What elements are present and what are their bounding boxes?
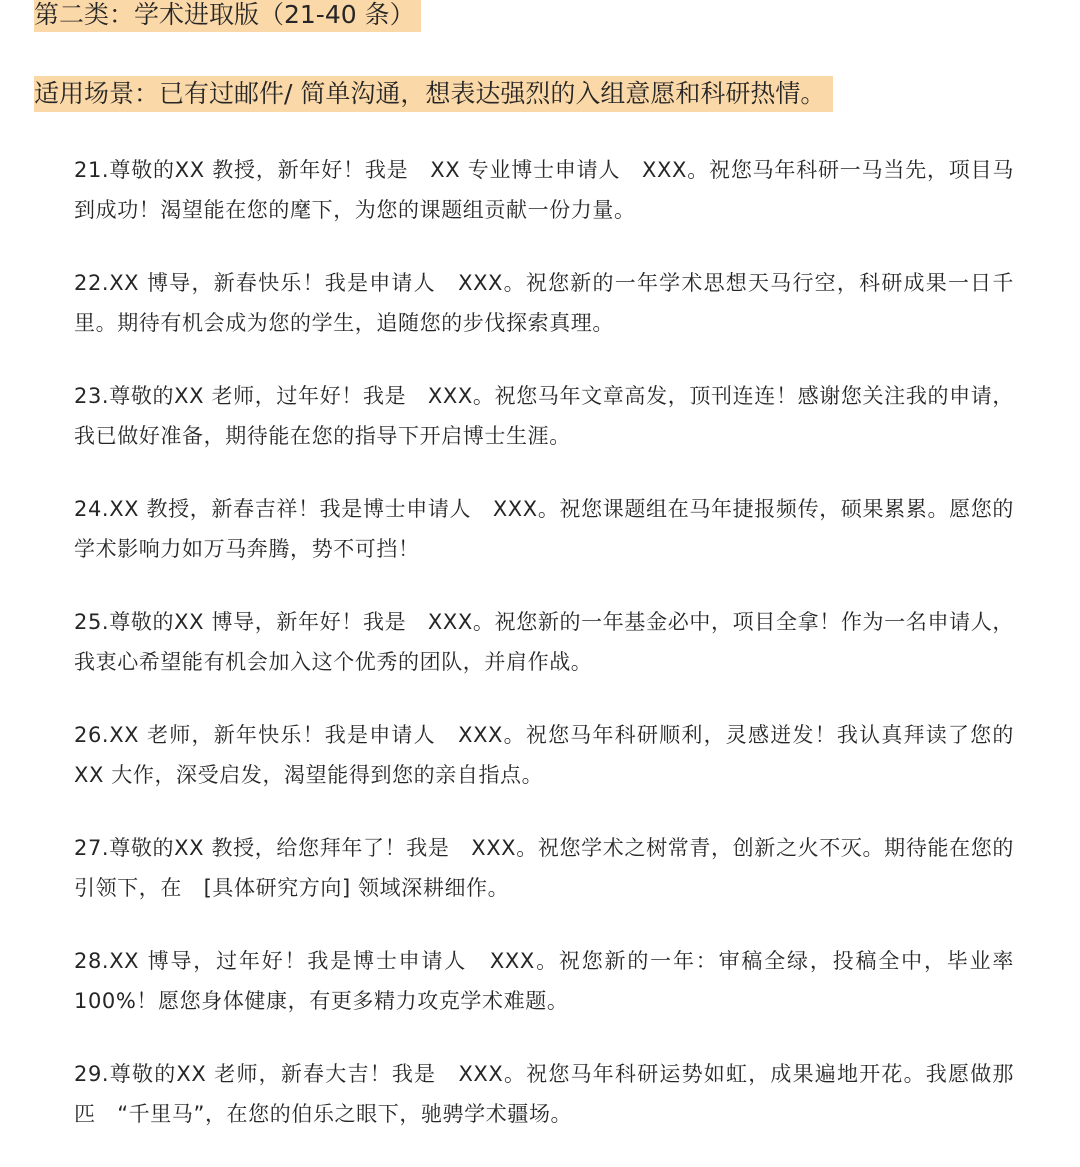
greeting-list (74, 150, 1036, 1167)
list-item: 27.尊敬的XX 教授，给您拜年了！我是 XXX。祝您学术之树常青，创新之火不灭。期待能在您的引领下，在 [具体研究方向] 领域深耕细作。 (74, 836, 1014, 900)
list-item: 26.XX 老师，新年快乐！我是申请人 XXX。祝您马年科研顺利，灵感迸发！我认真拜读了您的 XX 大作，深受启发，渴望能得到您的亲自指点。 (74, 723, 1036, 787)
list-item: 28.XX 博导，过年好！我是博士申请人 XXX。祝您新的一年：审稿全绿，投稿全中，毕业率 100%！愿您身体健康，有更多精力攻克学术难题。 (74, 949, 1036, 1013)
list-item: 22.XX 博导，新春快乐！我是申请人 XXX。祝您新的一年学术思想天马行空，科研成果一日千里。期待有机会成为您的学生，追随您的步伐探索真理。 (74, 271, 1014, 335)
list-item: 21.尊敬的XX 教授，新年好！我是 XX 专业博士申请人 XXX。祝您马年科研一马当先，项目马到成功！渴望能在您的麾下，为您的课题组贡献一份力量。 (74, 158, 1014, 222)
list-item: 29.尊敬的XX 老师，新春大吉！我是 XXX。祝您马年科研运势如虹，成果遍地开花。我愿做那匹 “千里马”，在您的伯乐之眼下，驰骋学术疆场。 (74, 1062, 1014, 1126)
list-item: 25.尊敬的XX 博导，新年好！我是 XXX。祝您新的一年基金必中，项目全拿！作为一名申请人，我衷心希望能有机会加入这个优秀的团队，并肩作战。 (74, 610, 1014, 674)
section-title: 第二类：学术进取版（21-40 条） (34, 0, 421, 32)
list-item: 24.XX 教授，新春吉祥！我是博士申请人 XXX。祝您课题组在马年捷报频传，硕果累累。愿您的学术影响力如万马奔腾，势不可挡！ (74, 497, 1014, 561)
list-item: 23.尊敬的XX 老师，过年好！我是 XXX。祝您马年文章高发，顶刊连连！感谢您关注我的申请，我已做好准备，期待能在您的指导下开启博士生涯。 (74, 384, 1014, 448)
usage-scene: 适用场景：已有过邮件/ 简单沟通，想表达强烈的入组意愿和科研热情。 (34, 76, 833, 112)
